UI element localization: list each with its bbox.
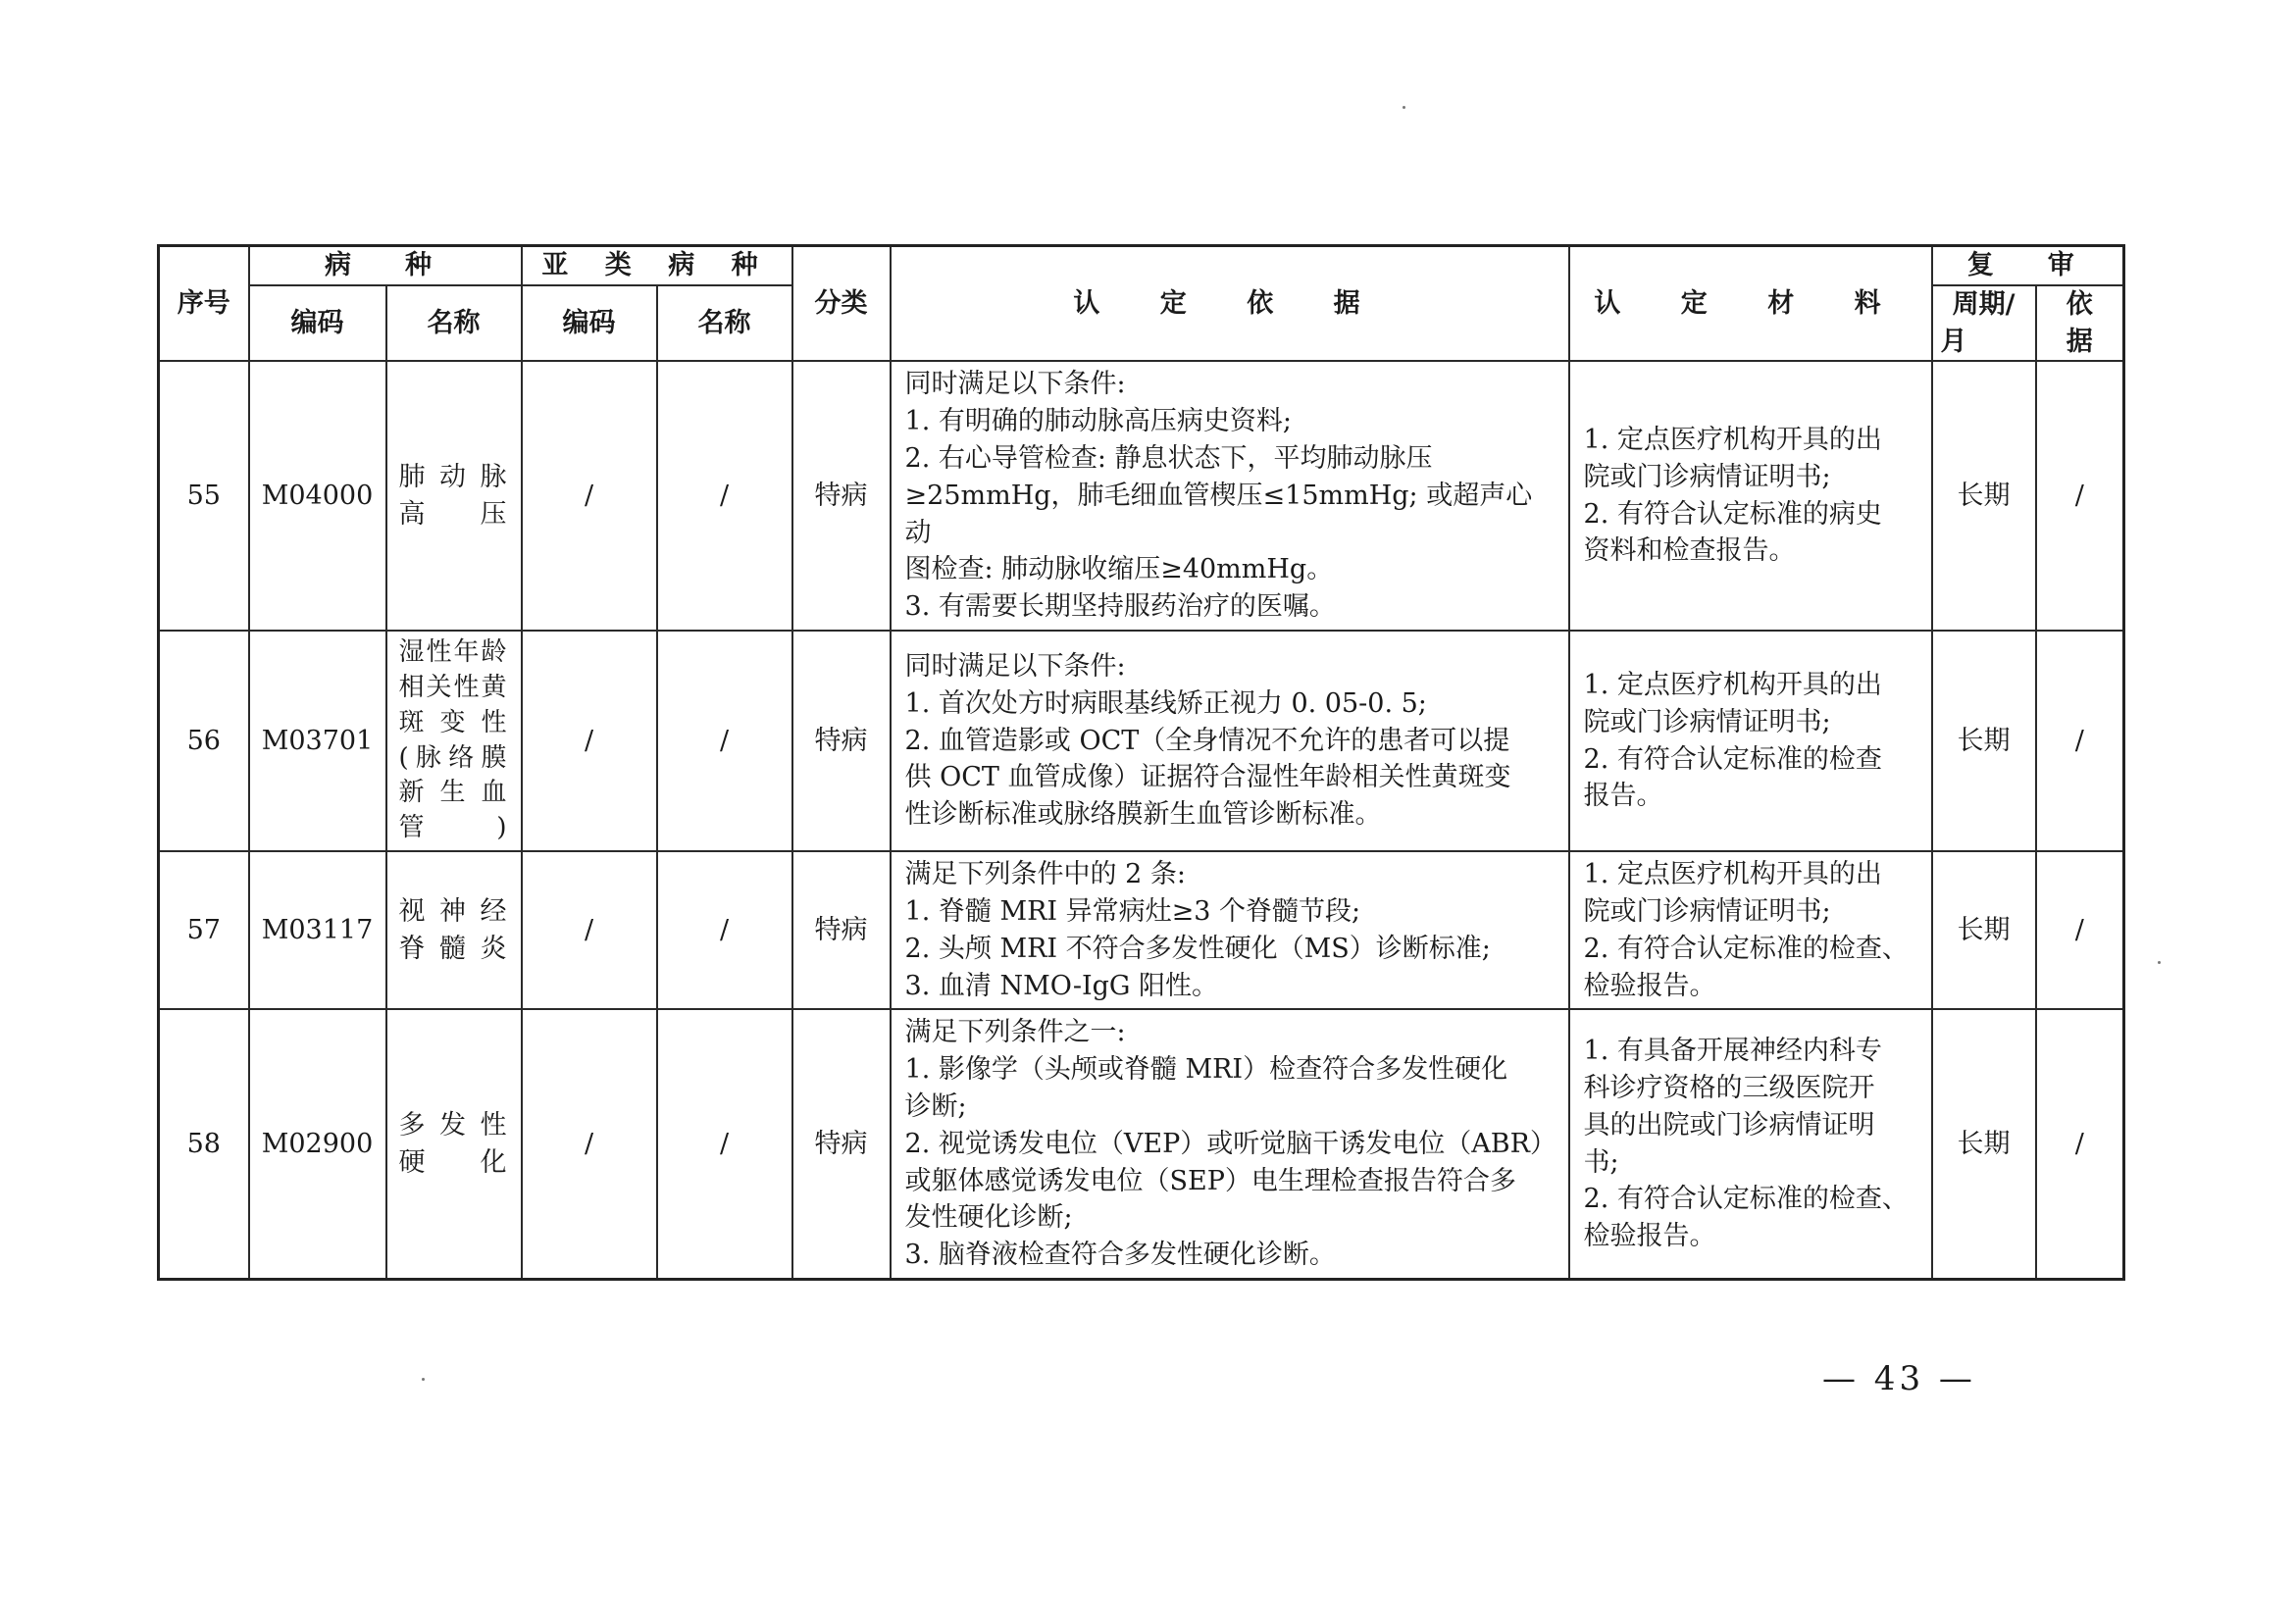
criteria-line: 1. 有明确的肺动脉高压病史资料; [904, 406, 1292, 437]
header-review-basis-line: 据 [2066, 326, 2093, 357]
cell-basis: / [2036, 361, 2124, 631]
header-name: 名称 [386, 285, 522, 362]
criteria-line: 或躯体感觉诱发电位（SEP）电生理检查报告符合多 [904, 1165, 1516, 1196]
criteria-line: 供 OCT 血管成像）证据符合湿性年龄相关性黄斑变 [904, 762, 1511, 793]
cell-criteria [891, 631, 1569, 851]
materials-line: 资料和检查报告。 [1583, 535, 1796, 567]
cell-sub-code: / [522, 631, 657, 851]
criteria-line: 3. 脑脊液检查符合多发性硬化诊断。 [904, 1240, 1336, 1271]
materials-line: 检验报告。 [1583, 970, 1716, 1001]
materials-line: 书; [1583, 1146, 1619, 1178]
materials-line: 1. 定点医疗机构开具的出 [1583, 425, 1882, 456]
criteria-line: 图检查: 肺动脉收缩压≥40mmHg。 [904, 554, 1334, 585]
header-review-basis [2036, 285, 2124, 362]
cell-category: 特病 [792, 631, 891, 851]
header-category: 分类 [792, 246, 891, 362]
header-disease: 病 种 [249, 246, 522, 285]
cell-sub-code: / [522, 1009, 657, 1279]
cell-sub-name: / [657, 851, 792, 1009]
cell-name: 肺动脉高压 [386, 361, 522, 631]
header-review-period [1932, 285, 2036, 362]
cell-sub-name: / [657, 631, 792, 851]
cell-criteria [891, 851, 1569, 1009]
header-criteria: 认 定 依 据 [891, 246, 1569, 362]
cell-category: 特病 [792, 851, 891, 1009]
header-code: 编码 [249, 285, 386, 362]
criteria-line: 满足下列条件之一: [904, 1017, 1126, 1048]
materials-line: 科诊疗资格的三级医院开 [1583, 1073, 1875, 1104]
criteria-line: 3. 有需要长期坚持服药治疗的医嘱。 [904, 591, 1336, 623]
scan-speck [422, 1378, 425, 1381]
scan-speck [2158, 961, 2161, 964]
cell-code: M04000 [249, 361, 386, 631]
header-review: 复 审 [1932, 246, 2124, 285]
criteria-line: 1. 首次处方时病眼基线矫正视力 0. 05-0. 5; [904, 687, 1427, 719]
materials-line: 2. 有符合认定标准的检查、 [1583, 933, 1909, 964]
header-review-basis-line: 依 [2066, 288, 2093, 320]
criteria-line: 满足下列条件中的 2 条: [904, 859, 1186, 890]
cell-code: M03117 [249, 851, 386, 1009]
criteria-line: 2. 头颅 MRI 不符合多发性硬化（MS）诊断标准; [904, 933, 1491, 964]
materials-line: 1. 定点医疗机构开具的出 [1583, 859, 1882, 890]
cell-sub-code: / [522, 851, 657, 1009]
cell-sub-name: / [657, 1009, 792, 1279]
materials-line: 2. 有符合认定标准的检查 [1583, 743, 1882, 775]
materials-line: 具的出院或门诊病情证明 [1583, 1109, 1875, 1140]
cell-sub-code: / [522, 361, 657, 631]
materials-line: 1. 有具备开展神经内科专 [1583, 1036, 1882, 1067]
scan-speck [1403, 106, 1405, 109]
cell-period: 长期 [1932, 361, 2036, 631]
cell-category: 特病 [792, 361, 891, 631]
cell-code: M03701 [249, 631, 386, 851]
header-subtype: 亚 类 病 种 [522, 246, 792, 285]
cell-period: 长期 [1932, 631, 2036, 851]
cell-materials [1569, 361, 1932, 631]
criteria-line: 性诊断标准或脉络膜新生血管诊断标准。 [904, 799, 1382, 831]
cell-seq: 56 [159, 631, 249, 851]
materials-line: 2. 有符合认定标准的检查、 [1583, 1184, 1909, 1215]
cell-category: 特病 [792, 1009, 891, 1279]
cell-period: 长期 [1932, 1009, 2036, 1279]
criteria-line: 诊断; [904, 1091, 967, 1122]
cell-seq: 57 [159, 851, 249, 1009]
materials-line: 2. 有符合认定标准的病史 [1583, 498, 1882, 530]
cell-basis: / [2036, 851, 2124, 1009]
materials-line: 院或门诊病情证明书; [1583, 896, 1831, 928]
cell-materials [1569, 631, 1932, 851]
criteria-line: 2. 右心导管检查: 静息状态下，平均肺动脉压 [904, 442, 1433, 474]
cell-sub-name: / [657, 361, 792, 631]
cell-name: 多发性硬化 [386, 1009, 522, 1279]
materials-line: 报告。 [1583, 781, 1663, 812]
cell-criteria [891, 1009, 1569, 1279]
cell-materials [1569, 1009, 1932, 1279]
table-row [159, 851, 2124, 1009]
criteria-line: 发性硬化诊断; [904, 1202, 1073, 1234]
header-review-period-line: 月 [1940, 326, 1967, 357]
criteria-line: 2. 视觉诱发电位（VEP）或听觉脑干诱发电位（ABR） [904, 1128, 1556, 1159]
criteria-line: 1. 影像学（头颅或脊髓 MRI）检查符合多发性硬化 [904, 1054, 1508, 1086]
cell-seq: 55 [159, 361, 249, 631]
materials-line: 1. 定点医疗机构开具的出 [1583, 670, 1882, 700]
table-row [159, 361, 2124, 631]
header-review-period-line: 周期/ [1952, 288, 2015, 320]
table-row [159, 1009, 2124, 1279]
criteria-line: 3. 血清 NMO-IgG 阳性。 [904, 970, 1219, 1001]
cell-basis: / [2036, 631, 2124, 851]
disease-table [157, 244, 2125, 1281]
header-sub-code: 编码 [522, 285, 657, 362]
cell-name: 湿性年龄相关性黄斑变性(脉络膜新生血管) [386, 631, 522, 851]
materials-line: 院或门诊病情证明书; [1583, 461, 1831, 492]
criteria-line: 2. 血管造影或 OCT（全身情况不允许的患者可以提 [904, 725, 1510, 756]
cell-seq: 58 [159, 1009, 249, 1279]
criteria-line: 同时满足以下条件: [904, 651, 1126, 683]
header-row-1 [159, 246, 2124, 285]
materials-line: 检验报告。 [1583, 1221, 1716, 1252]
cell-materials [1569, 851, 1932, 1009]
cell-name: 视神经脊髓炎 [386, 851, 522, 1009]
materials-line: 院或门诊病情证明书; [1583, 706, 1831, 737]
criteria-line: 1. 脊髓 MRI 异常病灶≥3 个脊髓节段; [904, 896, 1361, 928]
cell-basis: / [2036, 1009, 2124, 1279]
header-sub-name: 名称 [657, 285, 792, 362]
page-number: — 43 — [1822, 1359, 1976, 1398]
criteria-line: ≥25mmHg，肺毛细血管楔压≤15mmHg; 或超声心动 [904, 480, 1533, 548]
cell-period: 长期 [1932, 851, 2036, 1009]
header-materials: 认 定 材 料 [1569, 246, 1932, 362]
cell-code: M02900 [249, 1009, 386, 1279]
header-seq: 序号 [159, 246, 249, 362]
criteria-line: 同时满足以下条件: [904, 369, 1126, 400]
table-row [159, 631, 2124, 851]
cell-criteria [891, 361, 1569, 631]
